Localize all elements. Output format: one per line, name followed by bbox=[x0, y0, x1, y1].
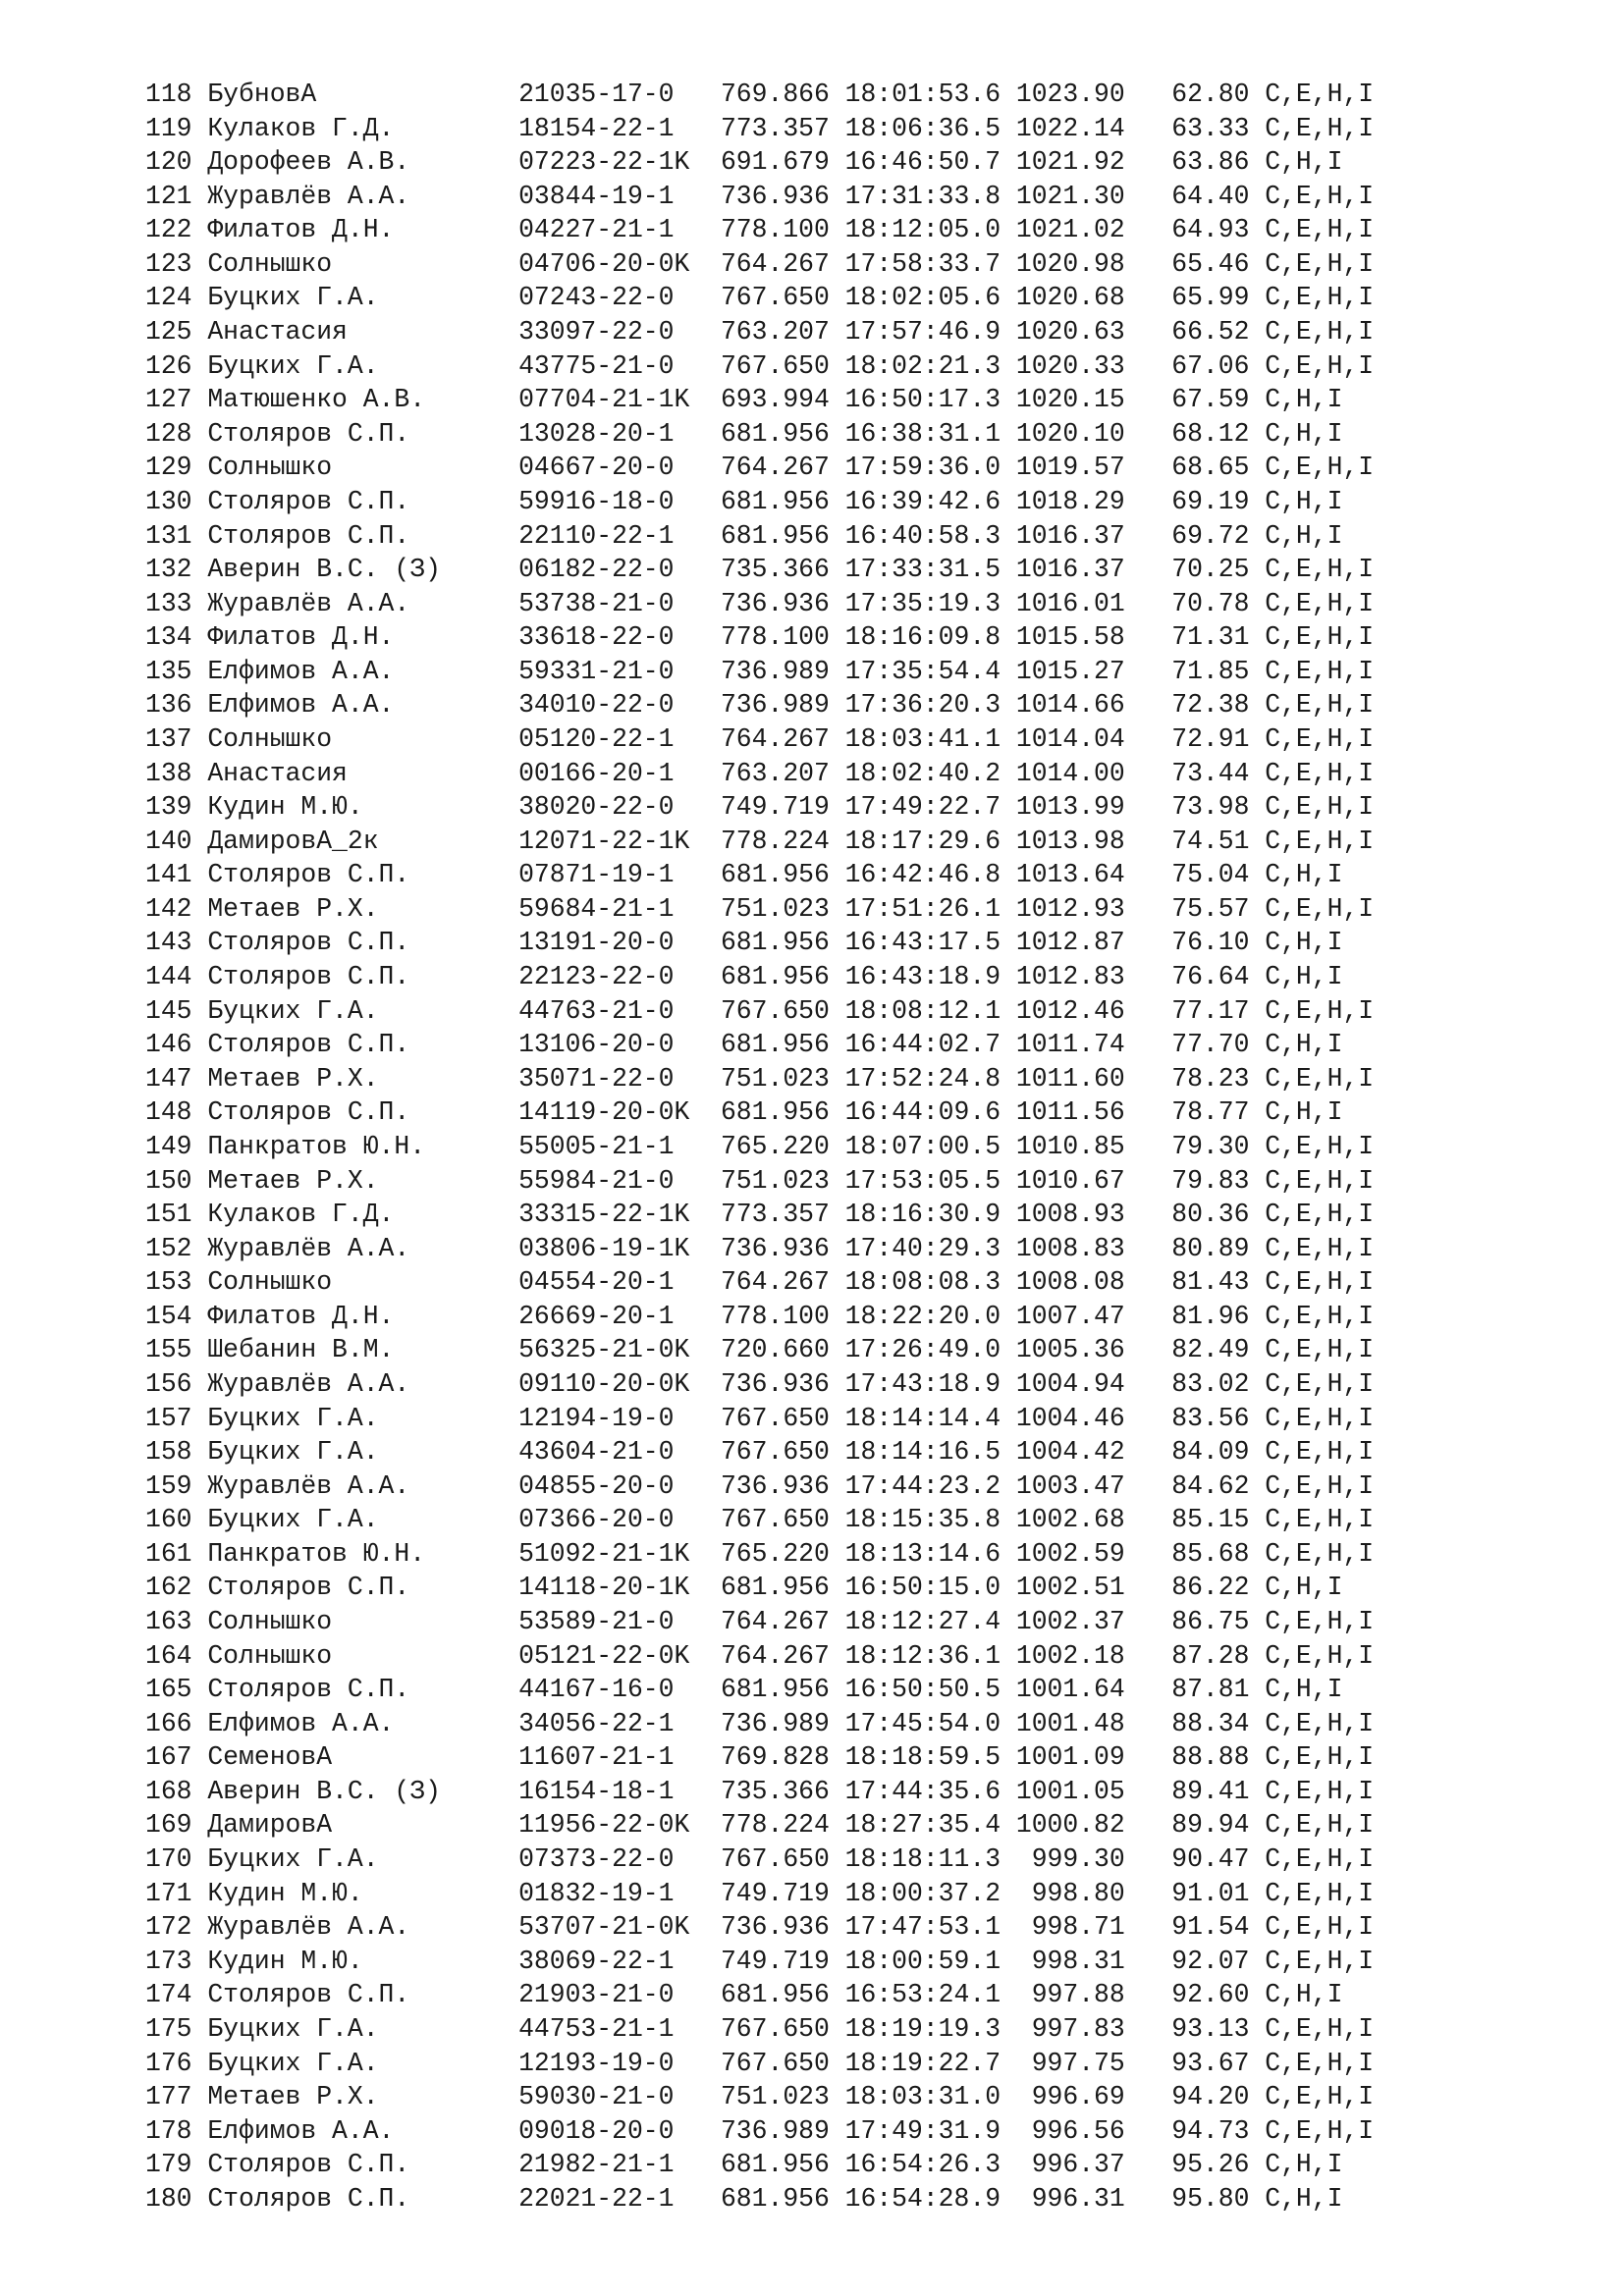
result-row: 169 ДамировА 11956-22-0K 778.224 18:27:35.4 1000.82 89.94 C,E,H,I bbox=[145, 1810, 1375, 1841]
result-row: 174 Столяров С.П. 21903-21-0 681.956 16:53:24.1 997.88 92.60 C,H,I bbox=[145, 1980, 1343, 2010]
result-row: 176 Буцких Г.А. 12193-19-0 767.650 18:19:22.7 997.75 93.67 C,E,H,I bbox=[145, 2048, 1375, 2078]
result-row: 130 Столяров С.П. 59916-18-0 681.956 16:39:42.6 1018.29 69.19 C,H,I bbox=[145, 486, 1343, 516]
result-row: 138 Анастасия 00166-20-1 763.207 18:02:40.2 1014.00 73.44 C,E,H,I bbox=[145, 758, 1375, 788]
result-row: 127 Матюшенко А.В. 07704-21-1K 693.994 16:50:17.3 1020.15 67.59 C,H,I bbox=[145, 385, 1343, 415]
result-row: 126 Буцких Г.А. 43775-21-0 767.650 18:02:21.3 1020.33 67.06 C,E,H,I bbox=[145, 350, 1375, 381]
result-row: 178 Елфимов А.А. 09018-20-0 736.989 17:49:31.9 996.56 94.73 C,E,H,I bbox=[145, 2115, 1375, 2146]
result-row: 163 Солнышко 53589-21-0 764.267 18:12:27.4 1002.37 86.75 C,E,H,I bbox=[145, 1607, 1375, 1637]
result-row: 168 Аверин В.С. (З) 16154-18-1 735.366 17:44:35.6 1001.05 89.41 C,E,H,I bbox=[145, 1776, 1375, 1806]
result-row: 133 Журавлёв А.А. 53738-21-0 736.936 17:35:19.3 1016.01 70.78 C,E,H,I bbox=[145, 588, 1375, 618]
result-row: 134 Филатов Д.Н. 33618-22-0 778.100 18:16:09.8 1015.58 71.31 C,E,H,I bbox=[145, 622, 1375, 653]
result-row: 132 Аверин В.С. (З) 06182-22-0 735.366 17:33:31.5 1016.37 70.25 C,E,H,I bbox=[145, 555, 1375, 585]
result-row: 121 Журавлёв А.А. 03844-19-1 736.936 17:31:33.8 1021.30 64.40 C,E,H,I bbox=[145, 181, 1375, 211]
result-row: 167 СеменовА 11607-21-1 769.828 18:18:59.5 1001.09 88.88 C,E,H,I bbox=[145, 1742, 1375, 1773]
result-row: 119 Кулаков Г.Д. 18154-22-1 773.357 18:06:36.5 1022.14 63.33 C,E,H,I bbox=[145, 113, 1375, 143]
result-row: 151 Кулаков Г.Д. 33315-22-1K 773.357 18:16:30.9 1008.93 80.36 C,E,H,I bbox=[145, 1200, 1375, 1230]
result-row: 155 Шебанин В.М. 56325-21-0K 720.660 17:26:49.0 1005.36 82.49 C,E,H,I bbox=[145, 1335, 1375, 1365]
result-row: 179 Столяров С.П. 21982-21-1 681.956 16:54:26.3 996.37 95.26 C,H,I bbox=[145, 2150, 1343, 2180]
result-row: 143 Столяров С.П. 13191-20-0 681.956 16:43:17.5 1012.87 76.10 C,H,I bbox=[145, 928, 1343, 958]
result-row: 142 Метаев Р.Х. 59684-21-1 751.023 17:51:26.1 1012.93 75.57 C,E,H,I bbox=[145, 893, 1375, 924]
result-row: 146 Столяров С.П. 13106-20-0 681.956 16:44:02.7 1011.74 77.70 C,H,I bbox=[145, 1030, 1343, 1060]
result-row: 153 Солнышко 04554-20-1 764.267 18:08:08.3 1008.08 81.43 C,E,H,I bbox=[145, 1267, 1375, 1298]
result-row: 177 Метаев Р.Х. 59030-21-0 751.023 18:03:31.0 996.69 94.20 C,E,H,I bbox=[145, 2082, 1375, 2112]
result-row: 162 Столяров С.П. 14118-20-1K 681.956 16:50:15.0 1002.51 86.22 C,H,I bbox=[145, 1573, 1343, 1603]
result-row: 118 БубновА 21035-17-0 769.866 18:01:53.6 1023.90 62.80 C,E,H,I bbox=[145, 80, 1375, 109]
result-row: 164 Солнышко 05121-22-0K 764.267 18:12:36.1 1002.18 87.28 C,E,H,I bbox=[145, 1640, 1375, 1671]
result-row: 157 Буцких Г.А. 12194-19-0 767.650 18:14:14.4 1004.46 83.56 C,E,H,I bbox=[145, 1403, 1375, 1433]
result-row: 150 Метаев Р.Х. 55984-21-0 751.023 17:53:05.5 1010.67 79.83 C,E,H,I bbox=[145, 1165, 1375, 1196]
result-row: 149 Панкратов Ю.Н. 55005-21-1 765.220 18:07:00.5 1010.85 79.30 C,E,H,I bbox=[145, 1131, 1375, 1161]
result-row: 120 Дорофеев А.В. 07223-22-1K 691.679 16:46:50.7 1021.92 63.86 C,H,I bbox=[145, 147, 1343, 178]
result-row: 131 Столяров С.П. 22110-22-1 681.956 16:40:58.3 1016.37 69.72 C,H,I bbox=[145, 520, 1343, 551]
result-row: 136 Елфимов А.А. 34010-22-0 736.989 17:36:20.3 1014.66 72.38 C,E,H,I bbox=[145, 690, 1375, 721]
result-row: 128 Столяров С.П. 13028-20-1 681.956 16:38:31.1 1020.10 68.12 C,H,I bbox=[145, 418, 1343, 449]
result-row: 173 Кудин М.Ю. 38069-22-1 749.719 18:00:59.1 998.31 92.07 C,E,H,I bbox=[145, 1946, 1375, 1976]
result-row: 140 ДамировА_2к 12071-22-1K 778.224 18:17:29.6 1013.98 74.51 C,E,H,I bbox=[145, 826, 1375, 856]
result-row: 160 Буцких Г.А. 07366-20-0 767.650 18:15:35.8 1002.68 85.15 C,E,H,I bbox=[145, 1505, 1375, 1535]
result-row: 129 Солнышко 04667-20-0 764.267 17:59:36.0 1019.57 68.65 C,E,H,I bbox=[145, 453, 1375, 483]
result-row: 144 Столяров С.П. 22123-22-0 681.956 16:43:18.9 1012.83 76.64 C,H,I bbox=[145, 962, 1343, 992]
results-listing bbox=[145, 78, 1374, 2216]
result-row: 148 Столяров С.П. 14119-20-0K 681.956 16:44:09.6 1011.56 78.77 C,H,I bbox=[145, 1097, 1343, 1128]
result-row: 156 Журавлёв А.А. 09110-20-0K 736.936 17:43:18.9 1004.94 83.02 C,E,H,I bbox=[145, 1368, 1375, 1399]
result-row: 152 Журавлёв А.А. 03806-19-1K 736.936 17:40:29.3 1008.83 80.89 C,E,H,I bbox=[145, 1233, 1375, 1263]
result-row: 161 Панкратов Ю.Н. 51092-21-1K 765.220 18:13:14.6 1002.59 85.68 C,E,H,I bbox=[145, 1538, 1375, 1569]
result-row: 123 Солнышко 04706-20-0K 764.267 17:58:33.7 1020.98 65.46 C,E,H,I bbox=[145, 248, 1375, 279]
result-row: 125 Анастасия 33097-22-0 763.207 17:57:46.9 1020.63 66.52 C,E,H,I bbox=[145, 317, 1375, 347]
result-row: 145 Буцких Г.А. 44763-21-0 767.650 18:08:12.1 1012.46 77.17 C,E,H,I bbox=[145, 995, 1375, 1026]
result-row: 158 Буцких Г.А. 43604-21-0 767.650 18:14:16.5 1004.42 84.09 C,E,H,I bbox=[145, 1437, 1375, 1468]
result-row: 170 Буцких Г.А. 07373-22-0 767.650 18:18:11.3 999.30 90.47 C,E,H,I bbox=[145, 1844, 1375, 1875]
result-row: 137 Солнышко 05120-22-1 764.267 18:03:41.1 1014.04 72.91 C,E,H,I bbox=[145, 723, 1375, 754]
result-row: 154 Филатов Д.Н. 26669-20-1 778.100 18:22:20.0 1007.47 81.96 C,E,H,I bbox=[145, 1301, 1375, 1331]
result-row: 122 Филатов Д.Н. 04227-21-1 778.100 18:12:05.0 1021.02 64.93 C,E,H,I bbox=[145, 215, 1375, 245]
result-row: 135 Елфимов А.А. 59331-21-0 736.989 17:35:54.4 1015.27 71.85 C,E,H,I bbox=[145, 656, 1375, 686]
result-row: 166 Елфимов А.А. 34056-22-1 736.989 17:45:54.0 1001.48 88.34 C,E,H,I bbox=[145, 1708, 1375, 1738]
result-row: 180 Столяров С.П. 22021-22-1 681.956 16:54:28.9 996.31 95.80 C,H,I bbox=[145, 2183, 1343, 2214]
result-row: 171 Кудин М.Ю. 01832-19-1 749.719 18:00:37.2 998.80 91.01 C,E,H,I bbox=[145, 1878, 1375, 1908]
result-row: 175 Буцких Г.А. 44753-21-1 767.650 18:19:19.3 997.83 93.13 C,E,H,I bbox=[145, 2013, 1375, 2044]
result-row: 124 Буцких Г.А. 07243-22-0 767.650 18:02:05.6 1020.68 65.99 C,E,H,I bbox=[145, 283, 1375, 313]
result-row: 139 Кудин М.Ю. 38020-22-0 749.719 17:49:22.7 1013.99 73.98 C,E,H,I bbox=[145, 792, 1375, 823]
result-row: 147 Метаев Р.Х. 35071-22-0 751.023 17:52:24.8 1011.60 78.23 C,E,H,I bbox=[145, 1063, 1375, 1094]
result-row: 141 Столяров С.П. 07871-19-1 681.956 16:42:46.8 1013.64 75.04 C,H,I bbox=[145, 860, 1343, 890]
result-row: 159 Журавлёв А.А. 04855-20-0 736.936 17:44:23.2 1003.47 84.62 C,E,H,I bbox=[145, 1470, 1375, 1501]
result-row: 165 Столяров С.П. 44167-16-0 681.956 16:50:50.5 1001.64 87.81 C,H,I bbox=[145, 1675, 1343, 1705]
result-row: 172 Журавлёв А.А. 53707-21-0K 736.936 17:47:53.1 998.71 91.54 C,E,H,I bbox=[145, 1912, 1375, 1943]
